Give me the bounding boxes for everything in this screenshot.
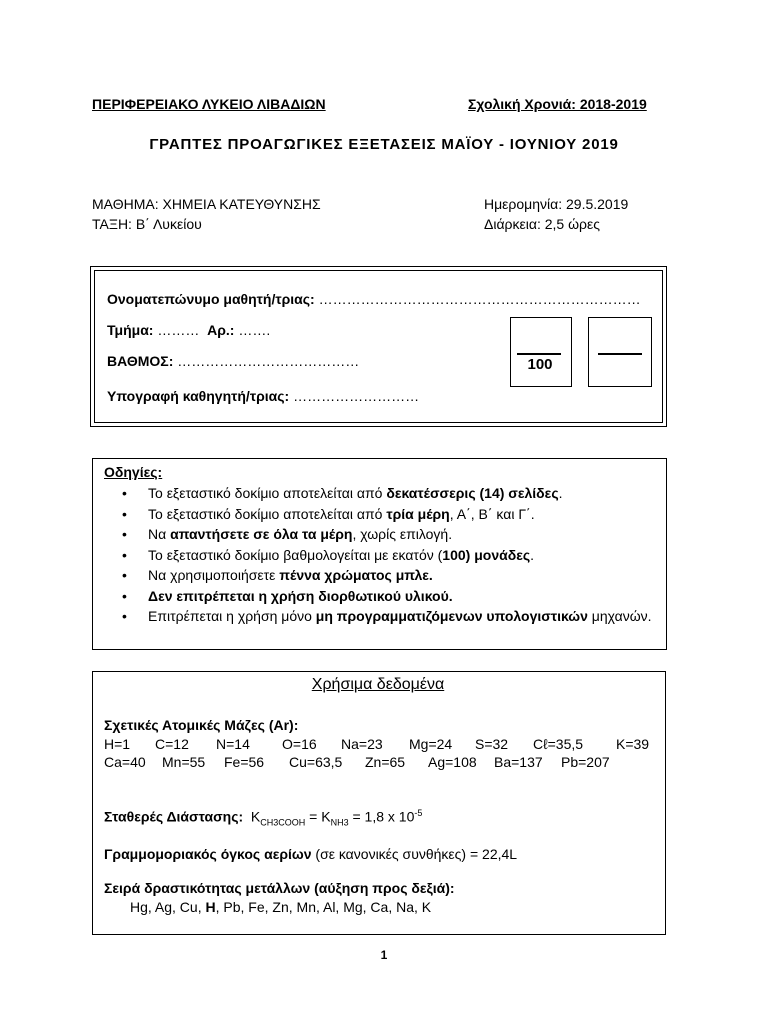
atomic-mass: Ba=137 bbox=[494, 754, 543, 770]
page-number: 1 bbox=[380, 948, 388, 962]
atomic-mass: Ag=108 bbox=[428, 754, 477, 770]
exam-duration: Διάρκεια: 2,5 ώρες bbox=[484, 216, 600, 232]
atomic-mass: Fe=56 bbox=[224, 754, 265, 770]
score-entry-box[interactable] bbox=[588, 317, 652, 387]
dissociation-constants: Σταθερές Διάστασης: $K_{CH3COOH} = K_{NH3} = 1,8$ x $10^{-5}$ bbox=[104, 808, 423, 828]
grade-row[interactable] bbox=[107, 353, 359, 369]
instruction-item: • Το εξεταστικό δοκίμιο αποτελείται από τρία μέρη, Α΄, Β΄ και Γ΄. bbox=[104, 504, 659, 525]
atomic-mass: Pb=207 bbox=[561, 754, 610, 770]
instruction-item: • Επιτρέπεται η χρήση μόνο μη προγραμματιζόμενων υπολογιστικών μηχανών. bbox=[104, 606, 659, 627]
atomic-mass: Na=23 bbox=[341, 736, 383, 752]
atomic-masses-heading: Σχετικές Ατομικές Μάζες (Ar): bbox=[104, 717, 299, 733]
instruction-item: • Να χρησιμοποιήσετε πέννα χρώματος μπλε. bbox=[104, 565, 659, 586]
student-name-dots: …………………………………………………………… bbox=[318, 291, 641, 307]
reactivity-series: Hg, Ag, Cu, H, Pb, Fe, Zn, Mn, Al, Mg, Ca, Na, K bbox=[130, 899, 432, 915]
student-info-box bbox=[90, 266, 667, 427]
instruction-item: • Το εξεταστικό δοκίμιο αποτελείται από δεκατέσσερις (14) σελίδες. bbox=[104, 483, 659, 504]
max-grade-value: 100 bbox=[527, 356, 553, 373]
instructions-list bbox=[104, 483, 659, 627]
atomic-masses-row-2 bbox=[104, 754, 610, 770]
constants-label: Σταθερές Διάστασης: bbox=[104, 808, 244, 825]
class-line: ΤΑΞΗ: Β΄ Λυκείου bbox=[92, 216, 202, 232]
school-year: Σχολική Χρονιά: 2018-2019 bbox=[468, 96, 647, 112]
section-dots: ……… bbox=[157, 322, 200, 338]
atomic-mass: O=16 bbox=[282, 736, 317, 752]
atomic-mass: Cℓ=35,5 bbox=[533, 736, 584, 752]
instruction-item: • Να απαντήσετε σε όλα τα μέρη, χωρίς επιλογή. bbox=[104, 524, 659, 545]
instruction-item: • Το εξεταστικό δοκίμιο βαθμολογείται με εκατόν (100) μονάδες. bbox=[104, 545, 659, 566]
atomic-mass: K=39 bbox=[616, 736, 650, 752]
subject-line: ΜΑΘΗΜΑ: ΧΗΜΕΙΑ ΚΑΤΕΥΘΥΝΣΗΣ bbox=[92, 196, 321, 212]
section-row[interactable] bbox=[107, 322, 270, 338]
useful-data-title: Χρήσιμα δεδομένα bbox=[311, 676, 445, 693]
atomic-mass: Zn=65 bbox=[365, 754, 406, 770]
grade-label: ΒΑΘΜΟΣ: bbox=[107, 353, 174, 369]
reactivity-series-heading: Σειρά δραστικότητας μετάλλων (αύξηση προς δεξιά): bbox=[104, 880, 455, 896]
signature-label: Υπογραφή καθηγητή/τριας: bbox=[107, 388, 290, 404]
atomic-mass: Cu=63,5 bbox=[289, 754, 343, 770]
number-dots: ……. bbox=[238, 322, 271, 338]
atomic-mass: Mn=55 bbox=[162, 754, 206, 770]
atomic-mass: H=1 bbox=[104, 736, 131, 752]
molar-volume: Γραμμομοριακός όγκος αερίων (σε κανονικές συνθήκες) = 22,4L bbox=[104, 846, 518, 862]
max-grade-fraction-line bbox=[517, 353, 561, 355]
score-entry-line bbox=[598, 353, 642, 355]
grade-dots: ………………………………… bbox=[177, 353, 360, 369]
atomic-mass: Ca=40 bbox=[104, 754, 146, 770]
atomic-mass: S=32 bbox=[475, 736, 509, 752]
instruction-item: • Δεν επιτρέπεται η χρήση διορθωτικού υλικού. bbox=[104, 586, 659, 607]
school-name: ΠΕΡΙΦΕΡΕΙΑΚΟ ΛΥΚΕΙΟ ΛΙΒΑΔΙΩΝ bbox=[92, 96, 326, 112]
max-grade-box bbox=[510, 317, 572, 387]
signature-dots: ……………………… bbox=[293, 388, 420, 404]
signature-row[interactable] bbox=[107, 388, 419, 404]
section-label: Τμήμα: bbox=[107, 322, 154, 338]
atomic-mass: N=14 bbox=[216, 736, 250, 752]
student-name-row[interactable] bbox=[107, 291, 641, 307]
student-name-label: Ονοματεπώνυμο μαθητή/τριας: bbox=[107, 291, 315, 307]
atomic-mass: C=12 bbox=[155, 736, 189, 752]
atomic-mass: Mg=24 bbox=[409, 736, 453, 752]
exam-title: ΓΡΑΠΤΕΣ ΠΡΟΑΓΩΓΙΚΕΣ ΕΞΕΤΑΣΕΙΣ ΜΑΪΟΥ - ΙΟΥΝΙΟΥ 2019 bbox=[149, 136, 619, 153]
instructions-heading: Οδηγίες: bbox=[104, 464, 163, 480]
number-label: Αρ.: bbox=[207, 322, 235, 338]
exam-date: Ημερομηνία: 29.5.2019 bbox=[484, 196, 629, 212]
student-info-inner-border bbox=[94, 270, 663, 423]
atomic-masses-row-1 bbox=[104, 736, 649, 752]
